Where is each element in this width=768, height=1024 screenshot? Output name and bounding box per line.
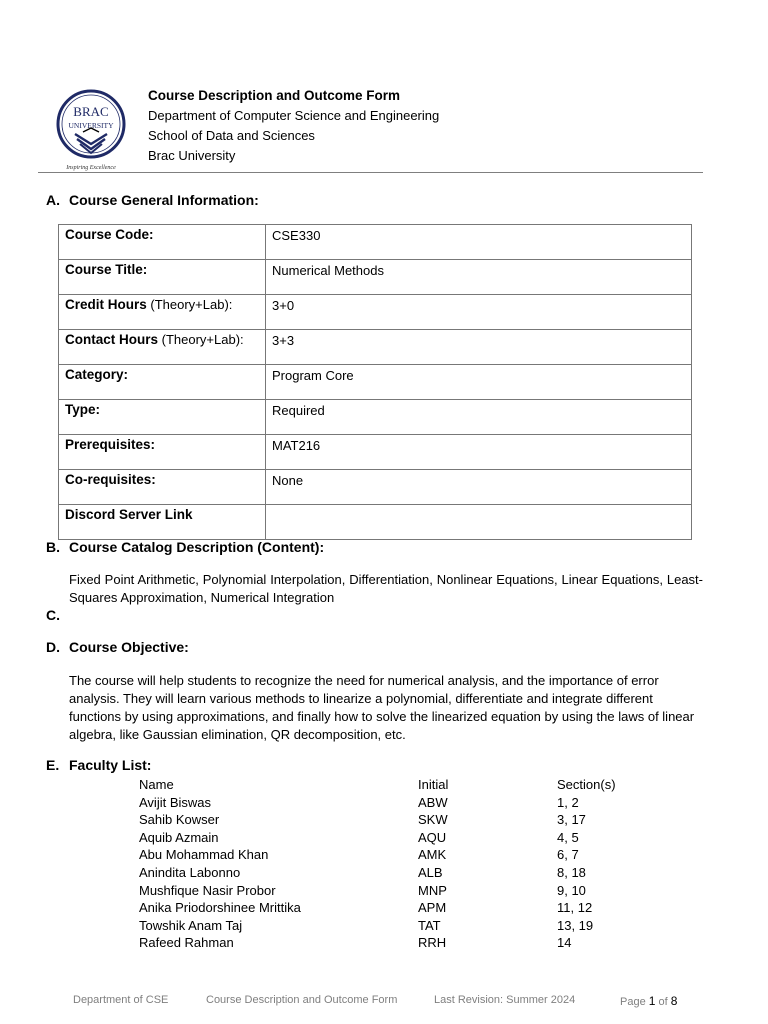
page-header	[0, 0, 768, 174]
school-name: School of Data and Sciences	[148, 128, 315, 143]
university-name: Brac University	[148, 148, 236, 163]
course-info-label	[59, 435, 266, 470]
course-info-value: Numerical Methods	[266, 260, 692, 295]
course-info-row	[59, 435, 692, 470]
course-info-row	[59, 470, 692, 505]
course-info-value: Required	[266, 400, 692, 435]
faculty-name: Avijit Biswas	[139, 794, 212, 810]
course-info-value: 3+3	[266, 330, 692, 365]
label-text: Prerequisites:	[65, 437, 156, 452]
faculty-initial: AMK	[418, 847, 447, 863]
faculty-initial: MNP	[418, 882, 447, 898]
label-text: Course Code:	[65, 227, 154, 242]
course-info-row	[59, 225, 692, 260]
faculty-name: Abu Mohammad Khan	[139, 847, 269, 863]
course-info-value: None	[266, 470, 692, 505]
course-info-row	[59, 295, 692, 330]
section-title: Faculty List:	[69, 757, 152, 773]
header-divider	[38, 172, 703, 173]
faculty-row	[139, 934, 657, 952]
faculty-sections: 1, 2	[557, 794, 579, 810]
course-info-row	[59, 400, 692, 435]
faculty-initial: SKW	[418, 812, 448, 828]
form-title: Course Description and Outcome Form	[148, 88, 401, 103]
course-objective-text: The course will help students to recognize the need for numerical analysis, and the importance of error analysis. They will learn various methods to linearize a polynomial, differentiate and integrate different functions by using approximations, and finally how to solve the linearized equation by using the laws of linear algebra, like Gaussian elimination, QR decomposition, etc.	[69, 673, 695, 742]
page-label: Page	[620, 996, 649, 1008]
faculty-sections: 3, 17	[557, 812, 586, 828]
course-info-value: Program Core	[266, 365, 692, 400]
faculty-name: Aquib Azmain	[139, 829, 219, 845]
course-info-value: 3+0	[266, 295, 692, 330]
faculty-initial: ALB	[418, 864, 443, 880]
label-subtext: (Theory+Lab):	[146, 297, 233, 312]
faculty-name: Towshik Anam Taj	[139, 917, 243, 933]
faculty-initial: TAT	[418, 917, 441, 933]
section-letter: E.	[46, 757, 60, 773]
faculty-initial: AQU	[418, 829, 447, 845]
faculty-name: Anika Priodorshinee Mrittika	[139, 900, 301, 916]
faculty-sections: 8, 18	[557, 864, 586, 880]
course-info-value: CSE330	[266, 225, 692, 260]
logo-university-text: UNIVERSITY	[68, 121, 114, 130]
column-header-sections: Section(s)	[557, 777, 616, 792]
faculty-name: Mushfique Nasir Probor	[139, 882, 276, 898]
department-name: Department of Computer Science and Engineering	[148, 108, 440, 123]
footer-revision: Last Revision: Summer 2024	[434, 994, 576, 1006]
faculty-name: Rafeed Rahman	[139, 935, 234, 951]
label-text: Co-requisites:	[65, 472, 156, 487]
column-header-name: Name	[139, 777, 174, 792]
course-info-row	[59, 505, 692, 540]
faculty-row	[139, 899, 657, 917]
section-title: Course Objective:	[69, 639, 189, 655]
section-letter: C.	[46, 607, 60, 623]
course-info-label	[59, 470, 266, 505]
catalog-description: Fixed Point Arithmetic, Polynomial Interpolation, Differentiation, Nonlinear Equations, Linear Equations, Least-Squares Approximation, Numerical Integration	[69, 572, 703, 605]
faculty-sections: 13, 19	[557, 917, 594, 933]
section-title: Course Catalog Description (Content):	[69, 539, 325, 555]
faculty-header-row	[139, 776, 657, 794]
course-info-label	[59, 330, 266, 365]
faculty-row	[139, 882, 657, 900]
label-text: Type:	[65, 402, 101, 417]
section-d-heading	[46, 639, 189, 655]
course-info-label	[59, 400, 266, 435]
course-info-label	[59, 505, 266, 540]
brac-university-logo	[42, 88, 140, 174]
page-current: 1	[648, 994, 656, 1008]
faculty-initial: RRH	[418, 935, 447, 951]
course-info-label	[59, 225, 266, 260]
course-info-value	[266, 505, 692, 540]
faculty-sections: 6, 7	[557, 847, 579, 863]
label-text: Category:	[65, 367, 129, 382]
course-info-label	[59, 260, 266, 295]
label-text: Contact Hours	[65, 332, 159, 347]
course-info-row	[59, 330, 692, 365]
section-b-heading	[46, 539, 324, 555]
faculty-row	[139, 917, 657, 935]
footer-department: Department of CSE	[73, 994, 169, 1006]
faculty-sections: 4, 5	[557, 829, 579, 845]
footer-form-name: Course Description and Outcome Form	[206, 994, 398, 1006]
faculty-name: Anindita Labonno	[139, 864, 241, 880]
section-title: Course General Information:	[69, 192, 259, 208]
section-letter: A.	[46, 192, 60, 208]
faculty-initial: APM	[418, 900, 447, 916]
label-text: Discord Server Link	[65, 507, 193, 522]
section-letter: B.	[46, 539, 60, 555]
column-header-initial: Initial	[418, 777, 449, 792]
page-of: of	[655, 996, 671, 1008]
faculty-name: Sahib Kowser	[139, 812, 220, 828]
faculty-initial: ABW	[418, 794, 448, 810]
course-info-table	[58, 224, 692, 540]
section-e-heading	[46, 757, 151, 773]
course-info-label	[59, 295, 266, 330]
label-text: Course Title:	[65, 262, 148, 277]
section-letter: D.	[46, 639, 60, 655]
faculty-row	[139, 829, 657, 847]
faculty-sections: 9, 10	[557, 882, 586, 898]
course-info-label	[59, 365, 266, 400]
course-info-row	[59, 260, 692, 295]
course-info-value: MAT216	[266, 435, 692, 470]
faculty-row	[139, 811, 657, 829]
logo-brac-text: BRAC	[73, 104, 109, 119]
faculty-row	[139, 846, 657, 864]
page-total: 8	[670, 994, 678, 1008]
footer-page-number	[620, 994, 677, 1008]
section-c-heading	[46, 607, 69, 623]
faculty-row	[139, 864, 657, 882]
faculty-sections: 14	[557, 935, 572, 951]
label-subtext: (Theory+Lab):	[158, 332, 244, 347]
faculty-list	[139, 776, 657, 952]
section-a-heading	[46, 192, 259, 208]
logo-motto-text: Inspiring Excellence	[66, 165, 116, 171]
faculty-sections: 11, 12	[557, 900, 593, 916]
label-text: Credit Hours	[65, 297, 147, 312]
faculty-row	[139, 794, 657, 812]
course-info-row	[59, 365, 692, 400]
